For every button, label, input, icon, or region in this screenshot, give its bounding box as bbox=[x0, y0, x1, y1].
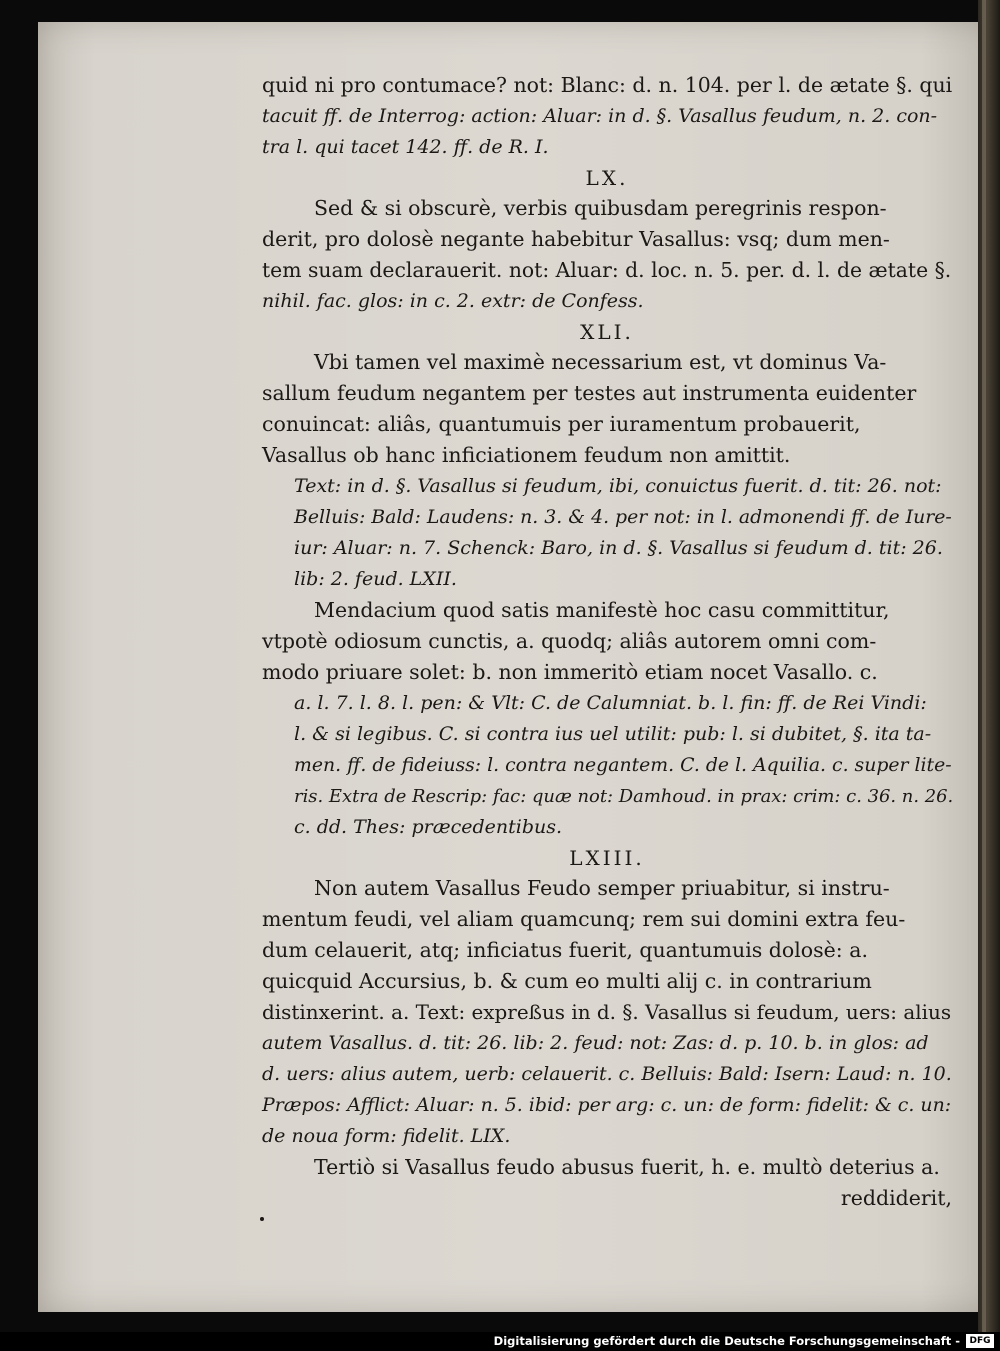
text-line: distinxerint. a. Text: expreßus in d. §. Vasallus si feudum, uers: alius bbox=[262, 1000, 952, 1024]
text-line: Non autem Vasallus Feudo semper priuabitur, si instru- bbox=[314, 876, 890, 900]
footer-credit: Digitalisierung gefördert durch die Deutsche Forschungsgemeinschaft - bbox=[493, 1334, 960, 1348]
text-line: quicquid Accursius, b. & cum eo multi alij c. in contrarium bbox=[262, 969, 872, 993]
text-line: Vbi tamen vel maximè necessarium est, vt dominus Va- bbox=[314, 350, 887, 374]
page-text bbox=[262, 70, 952, 1214]
text-line: conuincat: aliâs, quantumuis per iuramentum probauerit, bbox=[262, 412, 861, 436]
text-line: vtpotè odiosum cunctis, a. quodq; aliâs autorem omni com- bbox=[262, 629, 877, 653]
citation-line: Belluis: Bald: Laudens: n. 3. & 4. per not: in l. admonendi ff. de Iure- bbox=[294, 506, 952, 528]
dfg-logo: DFG bbox=[966, 1334, 994, 1348]
citation-line: l. & si legibus. C. si contra ius uel utilit: pub: l. si dubitet, §. ita ta- bbox=[294, 723, 932, 745]
text-line: mentum feudi, vel aliam quamcunq; rem sui domini extra feu- bbox=[262, 907, 906, 931]
citation-line: lib: 2. feud. LXII. bbox=[294, 568, 457, 590]
text-line: Mendacium quod satis manifestè hoc casu committitur, bbox=[314, 598, 890, 622]
text-line: dum celauerit, atq; inficiatus fuerit, quantumuis dolosè: a. bbox=[262, 938, 868, 962]
citation-line: autem Vasallus. d. tit: 26. lib: 2. feud: not: Zas: d. p. 10. b. in glos: ad bbox=[262, 1032, 929, 1054]
citation-line: nihil. fac. glos: in c. 2. extr: de Confess. bbox=[262, 290, 644, 312]
section-heading: XLI. bbox=[580, 320, 634, 344]
text-line: Sed & si obscurè, verbis quibusdam peregrinis respon- bbox=[314, 196, 887, 220]
citation-line: tra l. qui tacet 142. ff. de R. I. bbox=[262, 136, 549, 158]
citation-line: Text: in d. §. Vasallus si feudum, ibi, conuictus fuerit. d. tit: 26. not: bbox=[294, 475, 942, 497]
text-line: reddiderit, bbox=[840, 1186, 952, 1210]
text-line: quid ni pro contumace? not: Blanc: d. n. 104. per l. de ætate §. qui bbox=[262, 73, 953, 97]
footer-bar bbox=[0, 1332, 1000, 1351]
text-line: Tertiò si Vasallus feudo abusus fuerit, h. e. multò deterius a. bbox=[314, 1155, 940, 1179]
page-edge-highlight bbox=[982, 0, 986, 1332]
text-line: Vasallus ob hanc inficiationem feudum non amittit. bbox=[262, 443, 791, 467]
citation-line: ris. Extra de Rescrip: fac: quæ not: Damhoud. in prax: crim: c. 36. n. 26. bbox=[294, 786, 954, 807]
text-line: modo priuare solet: b. non immeritò etiam nocet Vasallo. c. bbox=[262, 660, 878, 684]
citation-line: tacuit ff. de Interrog: action: Aluar: in d. §. Vasallus feudum, n. 2. con- bbox=[262, 105, 938, 127]
text-line: tem suam declarauerit. not: Aluar: d. loc. n. 5. per. d. l. de ætate §. bbox=[262, 258, 952, 282]
citation-line: d. uers: alius autem, uerb: celauerit. c. Belluis: Bald: Isern: Laud: n. 10. bbox=[262, 1063, 952, 1085]
ink-speck bbox=[260, 1217, 264, 1221]
text-line: sallum feudum negantem per testes aut instrumenta euidenter bbox=[262, 381, 917, 405]
citation-line: Præpos: Afflict: Aluar: n. 5. ibid: per arg: c. un: de form: fidelit: & c. un: bbox=[262, 1094, 952, 1116]
section-heading: LX. bbox=[585, 166, 629, 190]
citation-line: a. l. 7. l. 8. l. pen: & Vlt: C. de Calumniat. b. l. fin: ff. de Rei Vindi: bbox=[294, 692, 927, 714]
citation-line: men. ff. de fideiuss: l. contra negantem. C. de l. Aquilia. c. super lite- bbox=[294, 755, 952, 776]
citation-line: iur: Aluar: n. 7. Schenck: Baro, in d. §. Vasallus si feudum d. tit: 26. bbox=[294, 537, 943, 559]
section-heading: LXIII. bbox=[569, 846, 645, 870]
citation-line: de noua form: fidelit. LIX. bbox=[262, 1125, 511, 1147]
text-line: derit, pro dolosè negante habebitur Vasallus: vsq; dum men- bbox=[262, 227, 890, 251]
citation-line: c. dd. Thes: præcedentibus. bbox=[294, 816, 563, 838]
